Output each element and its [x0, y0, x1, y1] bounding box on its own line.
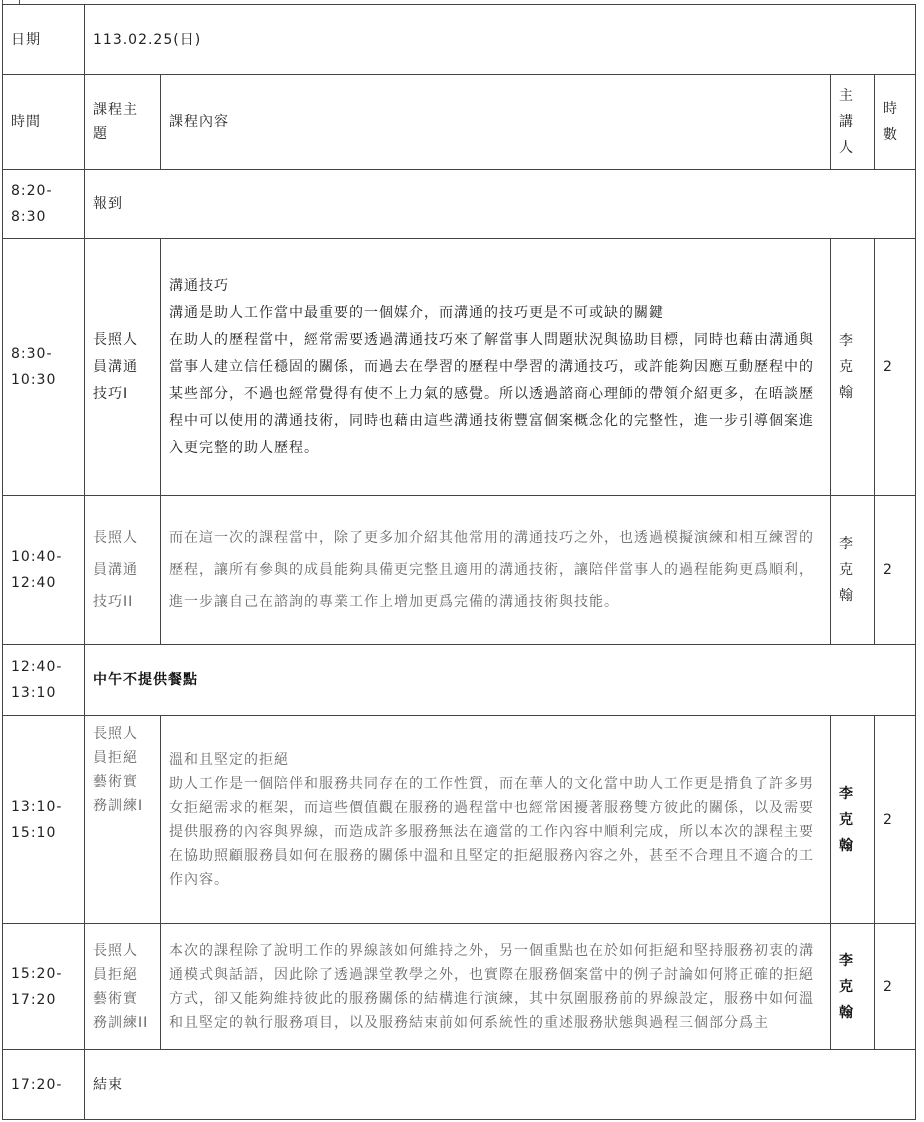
time-cell: 8:30-10:30 [11, 346, 57, 388]
schedule-row-session-3 [3, 716, 916, 924]
time-cell: 13:10-15:10 [11, 798, 63, 841]
schedule-row-checkin [3, 170, 916, 239]
hours-cell: 2 [875, 239, 916, 496]
checkin-label: 報到 [85, 170, 916, 239]
date-row [3, 5, 916, 75]
time-cell: 15:20-17:20 [11, 965, 63, 1008]
time-header: 時間 [3, 75, 85, 170]
schedule-table [2, 4, 916, 1120]
schedule-row-session-4 [3, 924, 916, 1050]
time-cell: 8:20-8:30 [11, 183, 53, 225]
schedule-row-session-1 [3, 239, 916, 496]
hours-cell: 2 [875, 496, 916, 645]
time-cell: 17:20- [3, 1050, 85, 1120]
hours-cell: 2 [875, 924, 916, 1050]
header-row [3, 75, 916, 170]
speaker-header: 主講人 [839, 88, 854, 156]
speaker-cell: 李克翰 [839, 333, 854, 401]
topic-cell: 長照人員拒絕藝術實務訓練II [85, 924, 161, 1050]
content-cell: 本次的課程除了說明工作的界線該如何維持之外，另一個重點也在於如何拒絕和堅持服務初衷的溝通模式與話語，因此除了透過課堂教學之外，也實際在服務個案當中的例子討論如何將正確的拒絕方式，卻又能夠維持彼此的服務關係的結構進行演練，其中氛圍服務前的界線設定，服務中如何溫和且堅定的執行服務項目，以及服務結束前如何系統性的重述服務狀態與過程三個部分爲主 [169, 942, 814, 1031]
time-cell: 12:40-13:10 [11, 659, 63, 701]
hours-header: 時數 [883, 101, 898, 143]
schedule-row-end [3, 1050, 916, 1120]
topic-cell: 長照人員拒絕藝術實務訓練I [85, 716, 161, 924]
end-label: 結束 [85, 1050, 916, 1120]
content-cell: 溫和且堅定的拒絕 助人工作是一個陪伴和服務共同存在的工作性質，而在華人的文化當中助人工作更是揹負了許多男女拒絕需求的框架，而這些價值觀在服務的過程當中也經常困擾著服務雙方彼此的關係，以及需要提供服務的內容與界線，而造成許多服務無法在適當的工作內容中順利完成，所以本次的課程主要在協助照顧服務員如何在服務的關係中溫和且堅定的拒絕服務內容之外，甚至不合理且不適合的工作內容。 [169, 751, 814, 888]
schedule-row-lunch [3, 645, 916, 716]
topic-cell: 長照人員溝通技巧I [85, 239, 161, 496]
date-value: 113.02.25(日) [85, 5, 916, 75]
speaker-cell: 李克翰 [839, 536, 854, 604]
hours-cell: 2 [875, 716, 916, 924]
time-cell: 10:40-12:40 [11, 549, 63, 591]
content-header: 課程內容 [161, 75, 831, 170]
lunch-label: 中午不提供餐點 [85, 645, 916, 716]
content-cell: 而在這一次的課程當中，除了更多加介紹其他常用的溝通技巧之外，也透過模擬演練和相互練習的歷程，讓所有參與的成員能夠具備更完整且適用的溝通技術，讓陪伴當事人的過程能夠更爲順利，進一步讓自己在諮詢的專業工作上增加更爲完備的溝通技術與技能。 [169, 530, 814, 610]
topic-cell: 長照人員溝通技巧II [85, 496, 161, 645]
content-cell: 溝通技巧 溝通是助人工作當中最重要的一個媒介，而溝通的技巧更是不可或缺的關鍵 在助人的歷程當中，經常需要透過溝通技巧來了解當事人問題狀況與協助目標，同時也藉由溝通與當事人建立信任穩固的關係，而過去在學習的歷程中學習的溝通技巧，或許能夠因應互動歷程中的某些部分，不過也經常覺得有使不上力氣的感覺。所以透過諮商心理師的帶領介紹更多，在晤談歷程中可以使用的溝通技術，同時也藉由這些溝通技術豐富個案概念化的完整性，進一步引導個案進入更完整的助人歷程。 [169, 277, 814, 456]
schedule-row-session-2 [3, 496, 916, 645]
speaker-cell: 李克翰 [839, 952, 854, 1021]
speaker-cell: 李克翰 [839, 785, 854, 854]
topic-header: 課程主題 [85, 75, 161, 170]
date-label: 日期 [3, 5, 85, 75]
